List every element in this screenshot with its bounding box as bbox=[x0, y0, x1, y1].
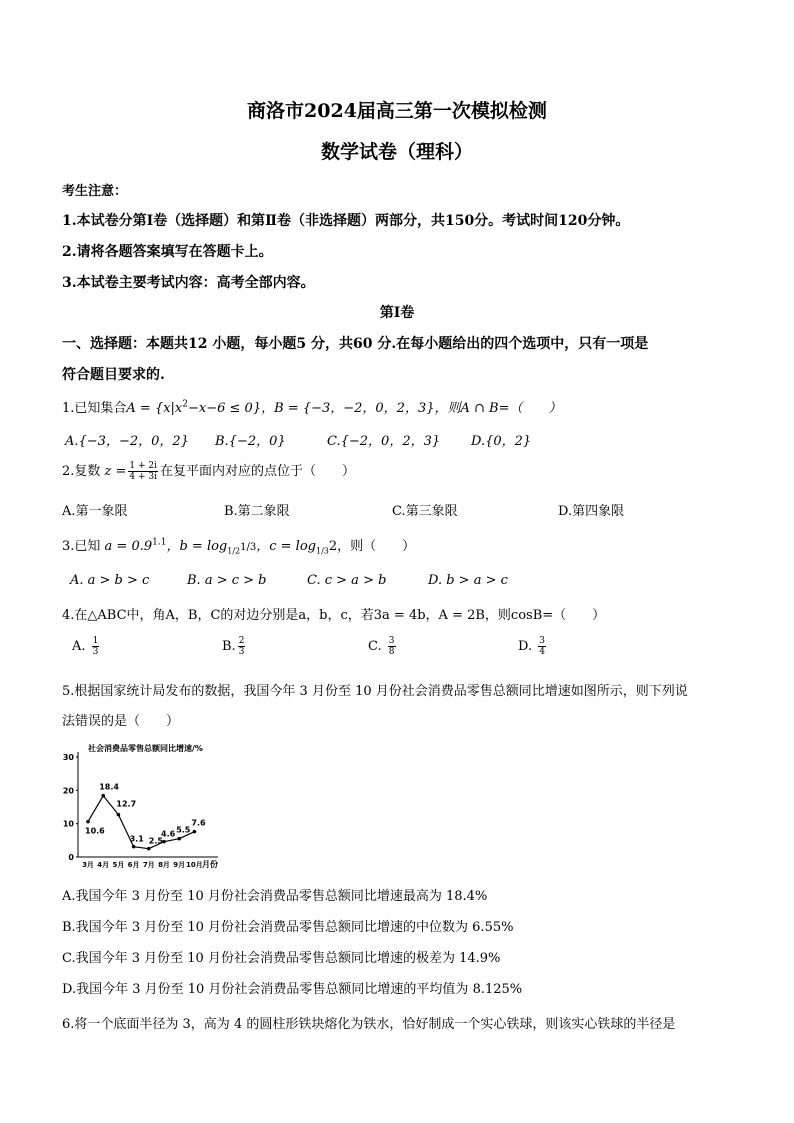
question-5-stem-cont: 法错误的是（ ） bbox=[62, 714, 180, 729]
data-point bbox=[147, 847, 151, 851]
q3-option-b[interactable]: B. a > c > b bbox=[187, 573, 267, 588]
x-tick-label: 8月 bbox=[158, 861, 170, 869]
q5-option-b[interactable]: B.我国今年 3 月份至 10 月份社会消费品零售总额同比增速的中位数为 6.55% bbox=[62, 920, 514, 935]
notice-item: 3.本试卷主要考试内容：高考全部内容。 bbox=[62, 275, 315, 291]
y-tick-label: 0 bbox=[68, 853, 74, 862]
q5-option-d[interactable]: D.我国今年 3 月份至 10 月份社会消费品零售总额同比增速的平均值为 8.125% bbox=[62, 982, 523, 997]
notice-item: 2.请将各题答案填写在答题卡上。 bbox=[62, 244, 273, 260]
data-label: 5.5 bbox=[176, 825, 191, 835]
chart-x-axis-label: 月份 bbox=[202, 860, 218, 869]
exam-title: 商洛市2024届高三第一次模拟检测 bbox=[247, 100, 547, 122]
section-instructions: 一、选择题：本题共12 小题，每小题5 分，共60 分.在每小题给出的四个选项中，只有一项是 bbox=[62, 336, 649, 352]
q4-option-d[interactable]: D. $\frac{3}{4}$ bbox=[518, 636, 545, 657]
x-tick-label: 3月 bbox=[82, 861, 94, 869]
q1-option-a[interactable]: A.{−3，−2，0，2} bbox=[65, 434, 189, 449]
q5-option-c[interactable]: C.我国今年 3 月份至 10 月份社会消费品零售总额同比增速的极差为 14.9% bbox=[62, 951, 501, 966]
q2-option-d[interactable]: D.第四象限 bbox=[558, 504, 625, 519]
notice-item: 1.本试卷分第Ⅰ卷（选择题）和第Ⅱ卷（非选择题）两部分，共150分。考试时间120分钟。 bbox=[62, 213, 630, 229]
y-tick-label: 20 bbox=[62, 786, 74, 796]
x-tick-label: 4月 bbox=[97, 861, 110, 869]
y-tick-label: 30 bbox=[62, 753, 74, 762]
x-tick-label: 7月 bbox=[142, 861, 155, 869]
data-label: 4.6 bbox=[161, 829, 176, 839]
q3-option-a[interactable]: A. a > b > c bbox=[70, 573, 150, 588]
q5-option-a[interactable]: A.我国今年 3 月份至 10 月份社会消费品零售总额同比增速最高为 18.4% bbox=[62, 889, 488, 904]
q4-option-c[interactable]: C. $\frac{3}{8}$ bbox=[368, 636, 395, 657]
chart-svg bbox=[58, 740, 243, 875]
data-label: 18.4 bbox=[99, 782, 119, 792]
data-point bbox=[101, 794, 105, 798]
data-point bbox=[132, 845, 136, 849]
growth-rate-chart bbox=[58, 740, 243, 875]
q4-option-a[interactable]: A. $\frac{1}{3}$ bbox=[72, 636, 99, 657]
notice-heading: 考生注意： bbox=[62, 184, 128, 199]
data-point bbox=[177, 837, 181, 841]
question-6-stem: 6.将一个底面半径为 3，高为 4 的圆柱形铁块熔化为铁水，恰好制成一个实心铁球，则该实心铁球的半径是 bbox=[62, 1017, 676, 1032]
data-label: 7.6 bbox=[191, 818, 206, 828]
chart-title: 社会消费品零售总额同比增速/% bbox=[88, 744, 203, 753]
q2-option-a[interactable]: A.第一象限 bbox=[62, 504, 128, 519]
q1-option-b[interactable]: B.{−2，0} bbox=[215, 434, 286, 449]
question-4-stem: 4.在△ABC中，角A，B，C的对边分别是a，b，c，若3a = 4b，A = 2B，则cosB=（ ） bbox=[62, 608, 606, 623]
question-3-stem: 3.已知 $a = 0.9^{1.1}$，$b = \log_{1/2}1/3$，$c = \log_{1/3}2$，则（ ） bbox=[62, 537, 416, 556]
q2-option-c[interactable]: C.第三象限 bbox=[392, 504, 458, 519]
data-point bbox=[193, 830, 197, 834]
x-tick-label: 9月 bbox=[173, 861, 186, 869]
data-label: 10.6 bbox=[85, 826, 105, 836]
q4-option-b[interactable]: B. $\frac{2}{3}$ bbox=[222, 636, 245, 657]
q1-option-c[interactable]: C.{−2，0，2，3} bbox=[327, 434, 441, 449]
section-instructions-cont: 符合题目要求的. bbox=[62, 367, 165, 383]
question-2-stem: 2.复数 z = $\frac{1 + 2i}{4 + 3i}$ 在复平面内对应的点位于（ ） bbox=[62, 461, 356, 482]
y-tick-label: 10 bbox=[62, 819, 74, 829]
data-label: 2.5 bbox=[148, 836, 163, 846]
data-point bbox=[117, 813, 121, 817]
data-label: 12.7 bbox=[116, 799, 137, 809]
q3-option-c[interactable]: C. c > a > b bbox=[307, 573, 387, 588]
x-tick-label: 5月 bbox=[112, 861, 125, 869]
q1-option-d[interactable]: D.{0，2} bbox=[471, 434, 532, 449]
question-1-stem: 1.已知集合$A = \{x|x^2-x-6 \le 0\}$，B = {−3，−2，0，2，3}，则A ∩ B=（ ） bbox=[62, 399, 562, 416]
x-tick-label: 10月 bbox=[186, 861, 203, 869]
volume-heading: 第Ⅰ卷 bbox=[379, 305, 415, 321]
data-label: 3.1 bbox=[129, 834, 144, 844]
data-point bbox=[86, 820, 90, 824]
q2-option-b[interactable]: B.第二象限 bbox=[224, 504, 290, 519]
exam-subtitle: 数学试卷（理科） bbox=[320, 141, 473, 163]
x-tick-label: 6月 bbox=[127, 861, 140, 869]
question-5-stem: 5.根据国家统计局发布的数据，我国今年 3 月份至 10 月份社会消费品零售总额同比增速如图所示，则下列说 bbox=[62, 684, 688, 699]
q3-option-d[interactable]: D. b > a > c bbox=[428, 573, 508, 588]
